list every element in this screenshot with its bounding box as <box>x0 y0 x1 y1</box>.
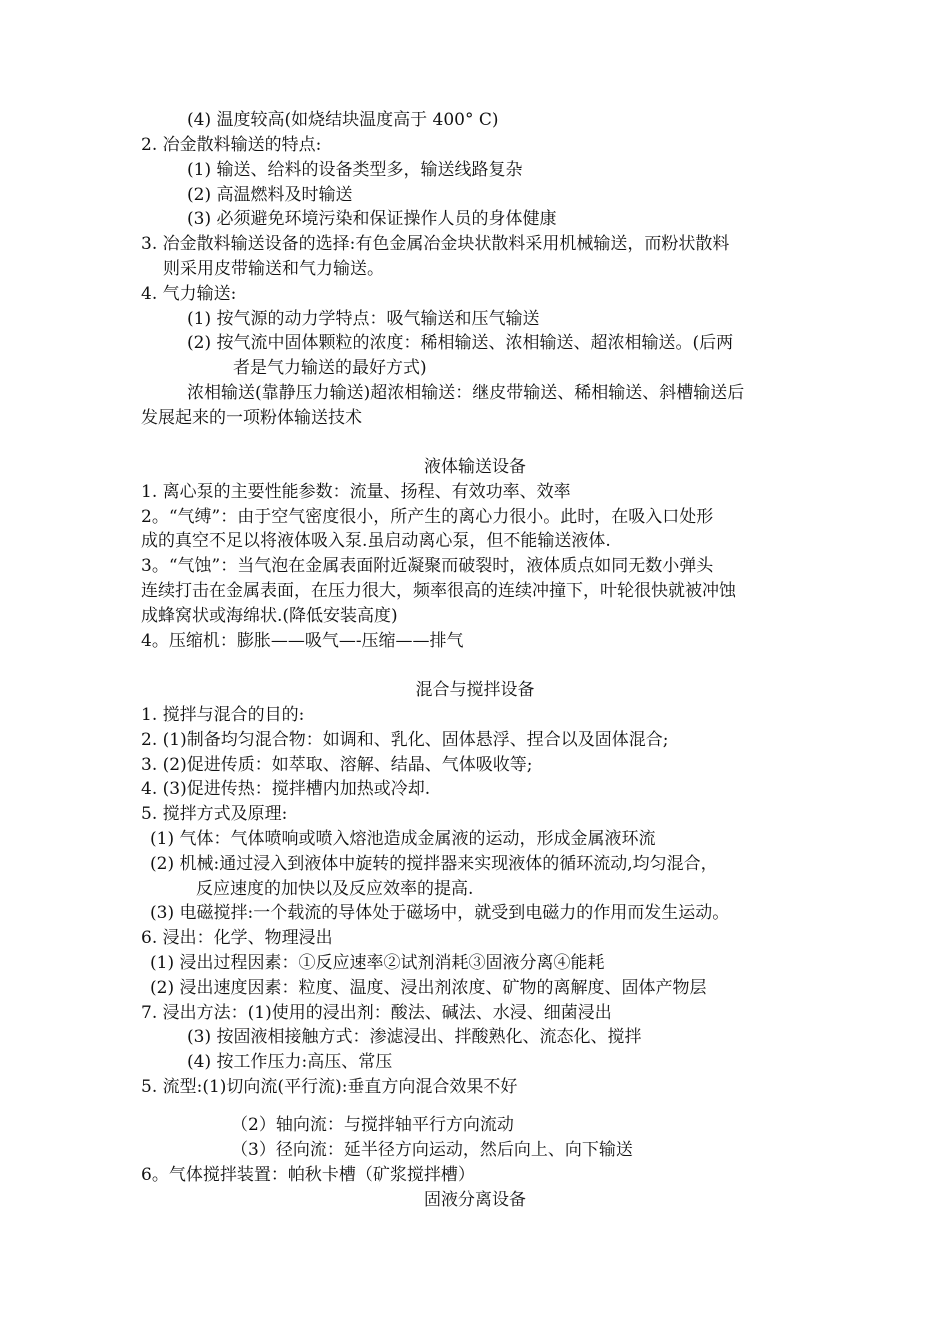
text-line: 6. 浸出：化学、物理浸出 <box>141 928 333 948</box>
text-line: 3. (2)促进传质：如萃取、溶解、结晶、气体吸收等; <box>141 755 533 775</box>
text-line: 者是气力输送的最好方式) <box>233 358 427 378</box>
text-line: (4) 温度较高(如烧结块温度高于 400° C) <box>187 110 499 130</box>
text-line: (4) 按工作压力:高压、常压 <box>187 1052 393 1072</box>
text-line: 浓相输送(靠静压力输送)超浓相输送：继皮带输送、稀相输送、斜槽输送后 <box>187 383 745 403</box>
section-heading: 混合与搅拌设备 <box>415 680 535 700</box>
text-line: 1. 离心泵的主要性能参数：流量、扬程、有效功率、效率 <box>141 482 571 502</box>
text-line: (2) 机械:通过浸入到液体中旋转的搅拌器来实现液体的循环流动,均匀混合， <box>150 854 718 874</box>
text-line: (2) 按气流中固体颗粒的浓度：稀相输送、浓相输送、超浓相输送。(后两 <box>187 333 734 353</box>
text-line: 连续打击在金属表面，在压力很大，频率很高的连续冲撞下，叶轮很快就被冲蚀 <box>141 581 736 601</box>
text-line: 2. 冶金散料输送的特点: <box>141 135 322 155</box>
text-line: (3) 按固液相接触方式：渗滤浸出、拌酸熟化、流态化、搅拌 <box>187 1027 642 1047</box>
text-line: 成的真空不足以将液体吸入泵.虽启动离心泵，但不能输送液体. <box>141 531 611 551</box>
text-line: 2。“气缚”：由于空气密度很小，所产生的离心力很小。此时，在吸入口处形 <box>141 507 714 527</box>
text-line: 发展起来的一项粉体输送技术 <box>141 408 362 428</box>
text-line: 3。“气蚀”：当气泡在金属表面附近凝聚而破裂时，液体质点如同无数小弹头 <box>141 556 714 576</box>
text-line: 7. 浸出方法：(1)使用的浸出剂：酸法、碱法、水浸、细菌浸出 <box>141 1003 612 1023</box>
section-heading: 液体输送设备 <box>424 457 526 477</box>
text-line: 则采用皮带输送和气力输送。 <box>163 259 384 279</box>
text-line: (1) 气体：气体喷响或喷入熔池造成金属液的运动，形成金属液环流 <box>150 829 656 849</box>
text-line: 4. 气力输送: <box>141 284 237 304</box>
text-line: （2）轴向流：与搅拌轴平行方向流动 <box>231 1115 514 1135</box>
text-line: (2) 高温燃料及时输送 <box>187 185 353 205</box>
section-heading: 固液分离设备 <box>424 1190 526 1210</box>
text-line: 4。压缩机：膨胀——吸气—-压缩——排气 <box>141 631 464 651</box>
text-line: (1) 按气源的动力学特点：吸气输送和压气输送 <box>187 309 540 329</box>
text-line: 成蜂窝状或海绵状.(降低安装高度) <box>141 606 398 626</box>
text-line: (3) 必须避免环境污染和保证操作人员的身体健康 <box>187 209 557 229</box>
text-line: (3) 电磁搅拌:一个载流的导体处于磁场中，就受到电磁力的作用而发生运动。 <box>150 903 730 923</box>
text-line: 4. (3)促进传热：搅拌槽内加热或冷却. <box>141 779 431 799</box>
text-line: 5. 搅拌方式及原理: <box>141 804 288 824</box>
text-line: (2) 浸出速度因素：粒度、温度、浸出剂浓度、矿物的离解度、固体产物层 <box>150 978 707 998</box>
text-line: 6。气体搅拌装置：帕秋卡槽（矿浆搅拌槽） <box>141 1165 475 1185</box>
text-line: （3）径向流：延半径方向运动，然后向上、向下输送 <box>231 1140 633 1160</box>
text-line: 反应速度的加快以及反应效率的提高. <box>196 879 474 899</box>
text-line: 2. (1)制备均匀混合物：如调和、乳化、固体悬浮、捏合以及固体混合; <box>141 730 669 750</box>
text-line: 3. 冶金散料输送设备的选择:有色金属冶金块状散料采用机械输送，而粉状散料 <box>141 234 730 254</box>
text-line: 1. 搅拌与混合的目的: <box>141 705 305 725</box>
text-line: (1) 输送、给料的设备类型多，输送线路复杂 <box>187 160 523 180</box>
text-line: 5. 流型:(1)切向流(平行流):垂直方向混合效果不好 <box>141 1077 518 1097</box>
text-line: (1) 浸出过程因素：①反应速率②试剂消耗③固液分离④能耗 <box>150 953 605 973</box>
